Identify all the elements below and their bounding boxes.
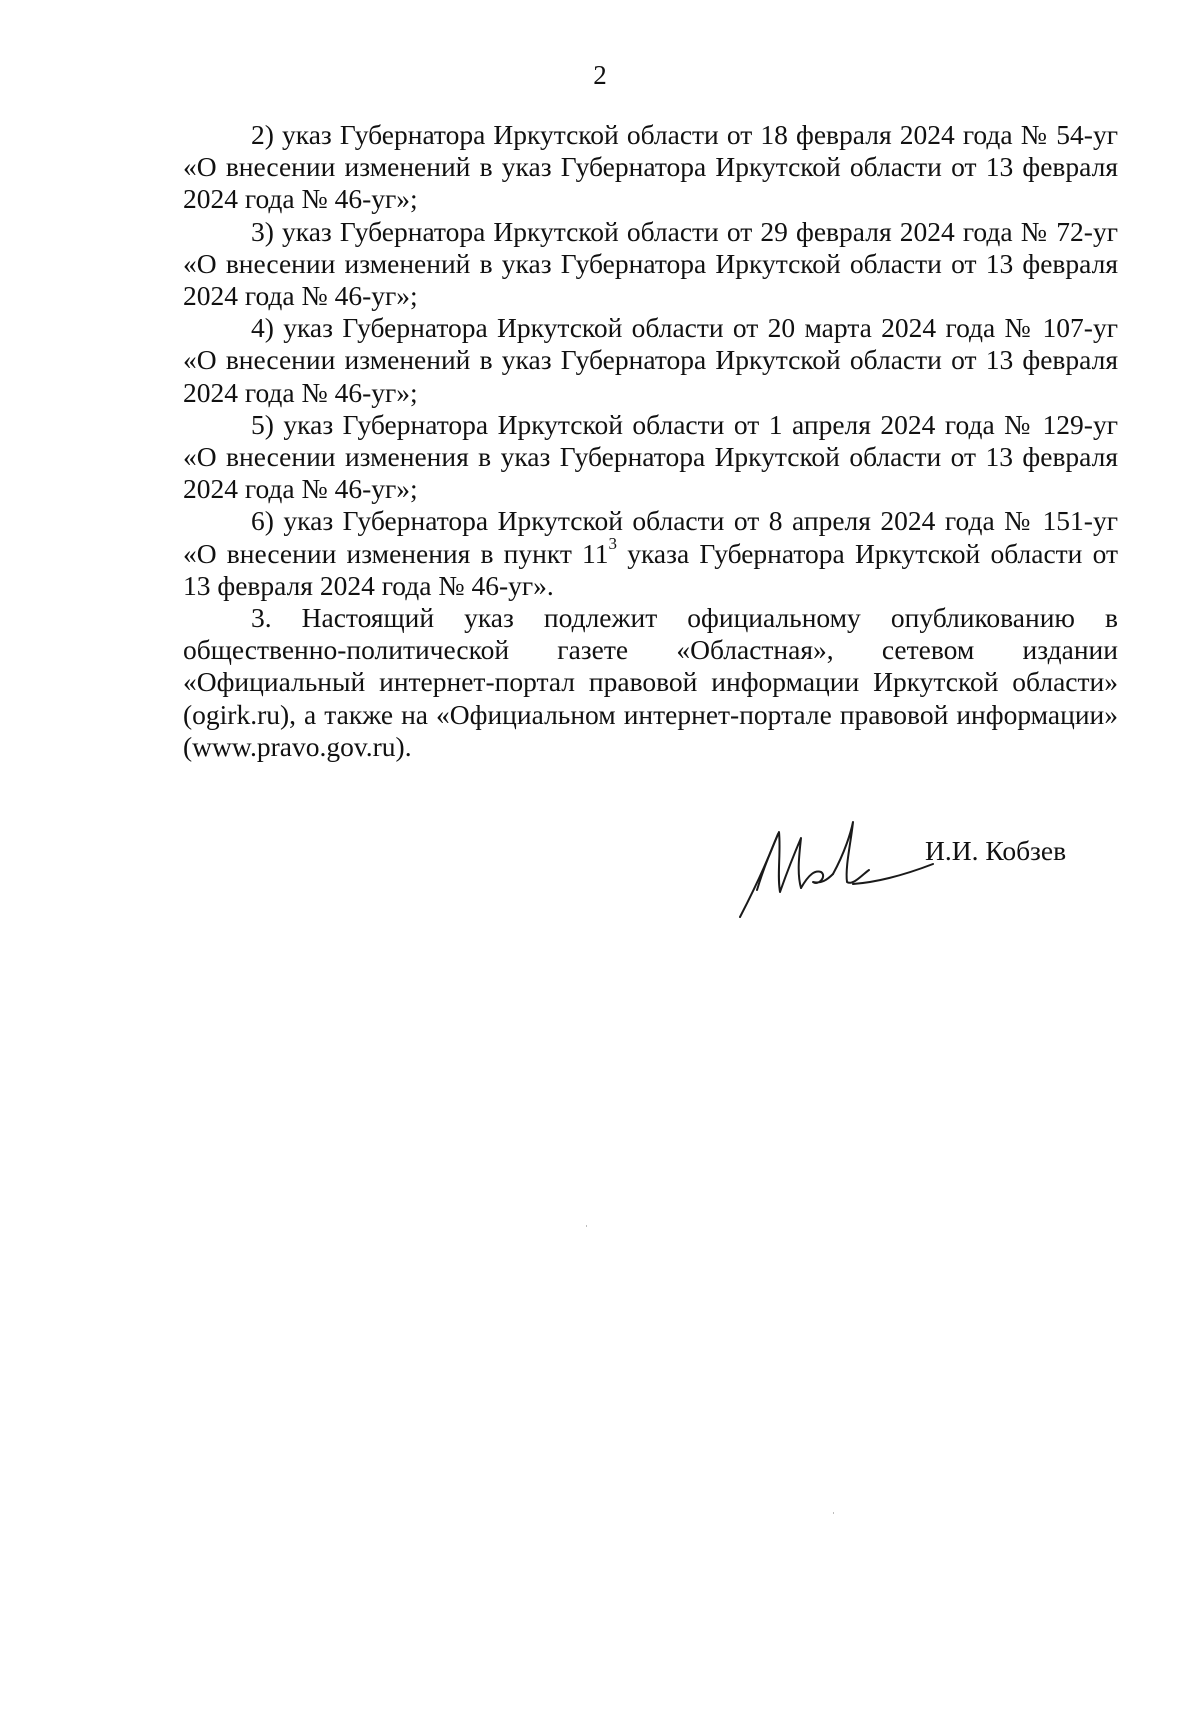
list-item: 2) указ Губернатора Иркутской области от 18 февраля 2024 года № 54-уг «О внесении изменений в указ Губернатора Иркутской области от 13 февраля 2024 года № 46-уг»; (183, 119, 1118, 215)
signer-name: И.И. Кобзев (925, 835, 1067, 866)
document-body (183, 119, 1118, 763)
signature-block (735, 812, 1115, 922)
handwritten-signature (735, 812, 935, 922)
scan-artifact (586, 1225, 587, 1227)
page-number: 2 (593, 60, 607, 90)
list-item: 4) указ Губернатора Иркутской области от 20 марта 2024 года № 107-уг «О внесении изменений в указ Губернатора Иркутской области от 13 февраля 2024 года № 46-уг»; (183, 312, 1118, 408)
list-item: 5) указ Губернатора Иркутской области от 1 апреля 2024 года № 129-уг «О внесении изменения в указ Губернатора Иркутской области от 13 февраля 2024 года № 46-уг»; (183, 408, 1118, 505)
superscript: 3 (608, 534, 618, 554)
publication-clause: 3. Настоящий указ подлежит официальному опубликованию в общественно-политической газете «Областная», сетевом издании «Официальный интернет-портал правовой информации Иркутской области» (ogirk.ru), а также на «Официальном интернет-портале правовой информации» (www.pravo.gov.ru). (183, 602, 1118, 762)
list-item: 6) указ Губернатора Иркутской области от 8 апреля 2024 года № 151-уг «О внесении изменения в пункт $11^3$ указа Губернатора Иркутской области от 13 февраля 2024 года № 46-уг». (183, 505, 1118, 601)
list-item: 3) указ Губернатора Иркутской области от 29 февраля 2024 года № 72-уг «О внесении изменений в указ Губернатора Иркутской области от 13 февраля 2024 года № 46-уг»; (183, 215, 1118, 312)
scan-artifact (833, 1512, 834, 1514)
